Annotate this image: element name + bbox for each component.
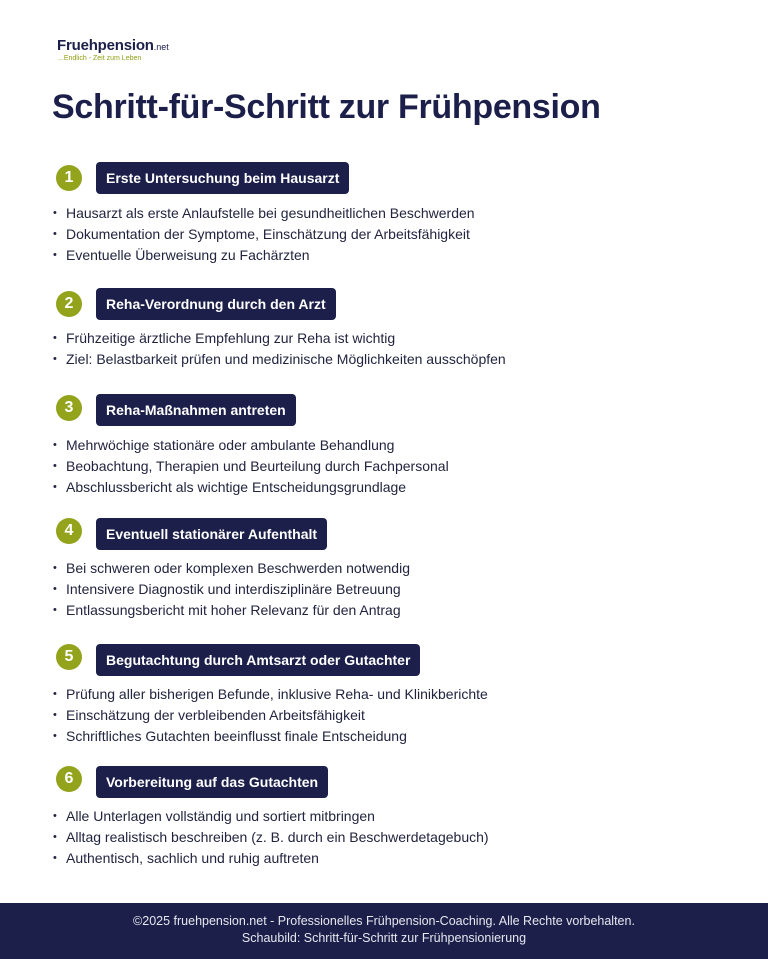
step-title: Reha-Maßnahmen antreten bbox=[96, 394, 296, 426]
list-item: • Authentisch, sachlich und ruhig auftreten bbox=[52, 848, 489, 869]
list-item: • Beobachtung, Therapien und Beurteilung durch Fachpersonal bbox=[52, 456, 449, 477]
step-bullet-list bbox=[52, 435, 449, 498]
list-item: • Bei schweren oder komplexen Beschwerden notwendig bbox=[52, 558, 410, 579]
list-item: • Schriftliches Gutachten beeinflusst finale Entscheidung bbox=[52, 726, 488, 747]
step-bullet-list bbox=[52, 684, 488, 747]
footer-copyright: ©2025 fruehpension.net - Professionelles Frühpension-Coaching. Alle Rechte vorbehalten. bbox=[133, 914, 635, 928]
step-bullet-list bbox=[52, 806, 489, 869]
list-item: • Alle Unterlagen vollständig und sortiert mitbringen bbox=[52, 806, 489, 827]
step-bullet-list bbox=[52, 328, 506, 370]
step-number-badge: 2 bbox=[56, 291, 82, 317]
logo-name: Fruehpension bbox=[57, 37, 154, 54]
list-item: • Einschätzung der verbleibenden Arbeitsfähigkeit bbox=[52, 705, 488, 726]
step-title: Eventuell stationärer Aufenthalt bbox=[96, 518, 327, 550]
page-title: Schritt-für-Schritt zur Frühpension bbox=[52, 88, 601, 126]
step-number-badge: 4 bbox=[56, 518, 82, 544]
step-bullet-list bbox=[52, 203, 475, 266]
step-number-badge: 1 bbox=[56, 165, 82, 191]
step-bullet-list bbox=[52, 558, 410, 621]
step-number-badge: 3 bbox=[56, 395, 82, 421]
step-title: Begutachtung durch Amtsarzt oder Gutachter bbox=[96, 644, 420, 676]
step-number-badge: 5 bbox=[56, 644, 82, 670]
list-item: • Hausarzt als erste Anlaufstelle bei gesundheitlichen Beschwerden bbox=[52, 203, 475, 224]
list-item: • Frühzeitige ärztliche Empfehlung zur Reha ist wichtig bbox=[52, 328, 506, 349]
footer bbox=[0, 903, 768, 959]
step-title: Reha-Verordnung durch den Arzt bbox=[96, 288, 336, 320]
logo-tld: .net bbox=[153, 42, 169, 52]
footer-caption: Schaubild: Schritt-für-Schritt zur Frühpensionierung bbox=[241, 931, 527, 945]
list-item: • Eventuelle Überweisung zu Fachärzten bbox=[52, 245, 475, 266]
step-title: Vorbereitung auf das Gutachten bbox=[96, 766, 328, 798]
list-item: • Dokumentation der Symptome, Einschätzung der Arbeitsfähigkeit bbox=[52, 224, 475, 245]
logo-tagline: ...Endlich - Zeit zum Leben bbox=[58, 55, 142, 62]
list-item: • Ziel: Belastbarkeit prüfen und medizinische Möglichkeiten ausschöpfen bbox=[52, 349, 506, 370]
list-item: • Abschlussbericht als wichtige Entscheidungsgrundlage bbox=[52, 477, 449, 498]
step-number-badge: 6 bbox=[56, 766, 82, 792]
list-item: • Mehrwöchige stationäre oder ambulante Behandlung bbox=[52, 435, 449, 456]
step-title: Erste Untersuchung beim Hausarzt bbox=[96, 162, 349, 194]
list-item: • Intensivere Diagnostik und interdisziplinäre Betreuung bbox=[52, 579, 410, 600]
logo-wordmark bbox=[57, 37, 169, 55]
site-logo[interactable] bbox=[57, 37, 169, 62]
list-item: • Prüfung aller bisherigen Befunde, inklusive Reha- und Klinikberichte bbox=[52, 684, 488, 705]
list-item: • Alltag realistisch beschreiben (z. B. durch ein Beschwerdetagebuch) bbox=[52, 827, 489, 848]
list-item: • Entlassungsbericht mit hoher Relevanz für den Antrag bbox=[52, 600, 410, 621]
